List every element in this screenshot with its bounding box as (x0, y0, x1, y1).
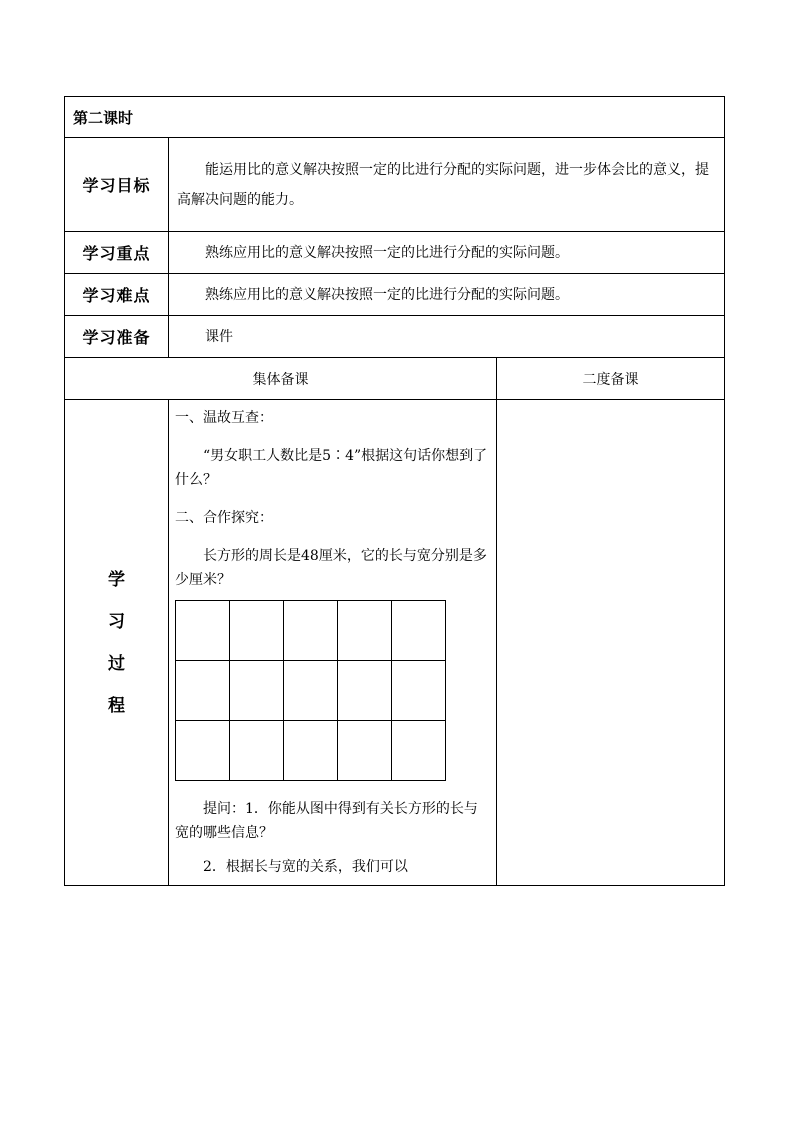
grid-cell (338, 661, 392, 721)
second-prep-header: 二度备课 (497, 358, 725, 400)
grid-cell (176, 721, 230, 781)
lesson-plan-table (64, 96, 725, 886)
rectangle-question: 长方形的周长是48厘米，它的长与宽分别是多少厘米？ (175, 548, 487, 588)
difficulty-label: 学习难点 (65, 274, 169, 316)
process-label-char: 过 (108, 653, 125, 674)
key-point-label: 学习重点 (65, 232, 169, 274)
grid-cell (392, 721, 446, 781)
process-label-char: 习 (108, 611, 125, 632)
lesson-title: 第二课时 (65, 97, 725, 138)
process-label-char: 程 (108, 695, 125, 716)
process-label (65, 400, 169, 886)
grid-cell (392, 661, 446, 721)
objective-content: 能运用比的意义解决按照一定的比进行分配的实际问题，进一步体会比的意义，提高解决问题的能力。 (169, 138, 725, 232)
difficulty-row (65, 274, 725, 316)
grid-cell (338, 601, 392, 661)
grid-cell (176, 661, 230, 721)
second-prep-area (497, 400, 725, 886)
difficulty-content: 熟练应用比的意义解决按照一定的比进行分配的实际问题。 (169, 274, 725, 316)
preparation-row (65, 316, 725, 358)
review-question: “男女职工人数比是5∶4”根据这句话你想到了什么？ (175, 448, 488, 488)
key-point-row (65, 232, 725, 274)
objective-label: 学习目标 (65, 138, 169, 232)
grid-cell (176, 601, 230, 661)
title-row (65, 97, 725, 138)
question-2: 2．根据长与宽的关系，我们可以 (203, 859, 408, 875)
question-1: 提问：1．你能从图中得到有关长方形的长与宽的哪些信息？ (175, 801, 478, 841)
section-review-heading: 一、温故互查： (175, 410, 273, 426)
header-row (65, 358, 725, 400)
process-content (169, 400, 497, 886)
process-row (65, 400, 725, 886)
objective-row (65, 138, 725, 232)
grid-cell (230, 601, 284, 661)
grid-cell (230, 721, 284, 781)
grid-cell (338, 721, 392, 781)
section-explore-heading: 二、合作探究： (175, 510, 273, 526)
grid-cell (284, 601, 338, 661)
grid-cell (284, 721, 338, 781)
key-point-content: 熟练应用比的意义解决按照一定的比进行分配的实际问题。 (169, 232, 725, 274)
process-label-char: 学 (108, 569, 125, 590)
preparation-content: 课件 (169, 316, 725, 358)
grid-cell (392, 601, 446, 661)
grid-cell (230, 661, 284, 721)
grid-cell (284, 661, 338, 721)
rectangle-grid (175, 600, 446, 781)
preparation-label: 学习准备 (65, 316, 169, 358)
group-prep-header: 集体备课 (65, 358, 497, 400)
